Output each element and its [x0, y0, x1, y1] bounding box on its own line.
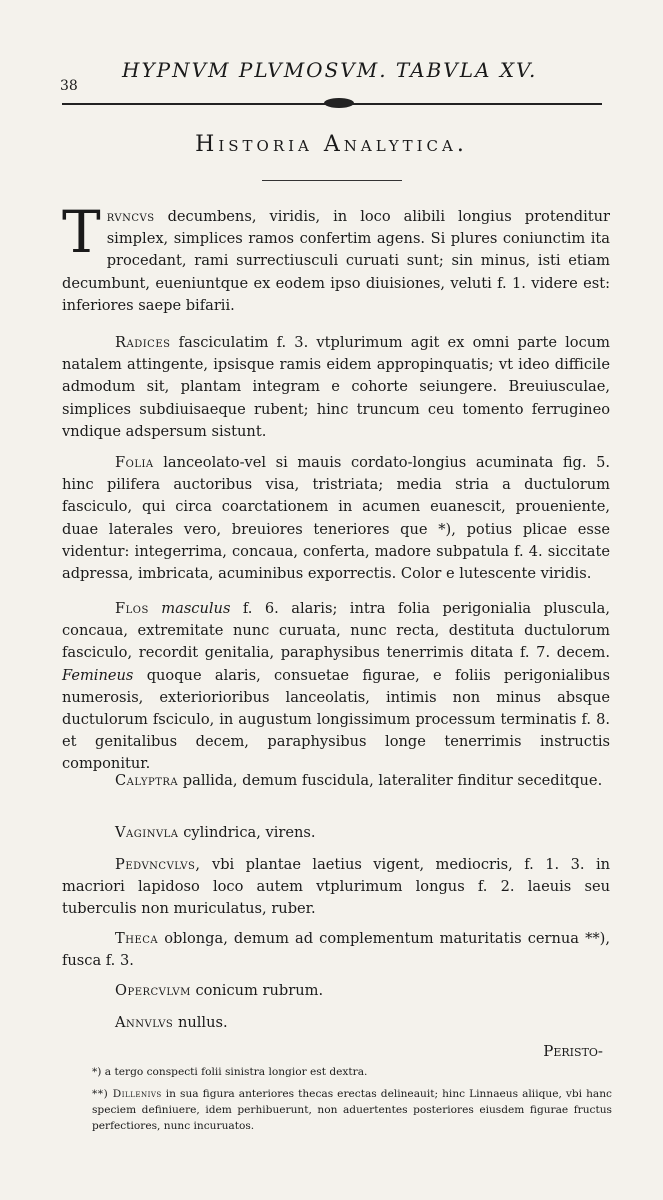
paragraph-text: conicum rubrum.: [195, 982, 324, 999]
footnote-text: in sua figura anteriores thecas erectas delineauit; hinc Linnaeus aliique, vbi hanc speciem definiuere, idem perhibuerunt, non aduertentes posteriores eiusdem figurae fructus perfectiores, nunc incuruatos.: [92, 1088, 612, 1132]
lead-word: Annvlvs: [115, 1014, 174, 1031]
footnote-lead: **) Dillenivs: [92, 1088, 162, 1100]
page-number: 38: [60, 78, 78, 94]
paragraph-vaginula: [62, 822, 610, 844]
page-header: [60, 56, 620, 94]
catchword: Peristo-: [543, 1042, 603, 1060]
lead-word: Pedvncvlvs,: [115, 856, 201, 873]
paragraph-text: nullus.: [177, 1014, 228, 1031]
italic-word: Femineus: [62, 666, 134, 684]
running-title: HYPNVM PLVMOSVM. TABVLA XV.: [122, 58, 538, 82]
drop-cap: T: [62, 198, 101, 266]
paragraph-text: f. 6. alaris; intra folia perigonialia pluscula, concaua, extremitate nunc curuata, nunc recta, destituta ductulorum fasciculo, recordit genitalia, paraphysibus tenerrimis ditata f. 7. decem.: [62, 600, 611, 662]
paragraph-text: cylindrica, virens.: [183, 824, 316, 841]
lead-word: Theca: [115, 930, 159, 947]
lead-word: Vaginvla: [115, 824, 179, 841]
paragraph-flos: [62, 598, 610, 776]
paragraph-text: oblonga, demum ad complementum maturitatis cernua **), fusca f. 3.: [62, 930, 610, 970]
paragraph-text: quoque alaris, consuetae figurae, e foliis perigonialibus numerosis, exteriorioribus lanceolatis, intimis non minus absque ductulorum fsciculo, in augustum longissimum processum terminatis f. 8. et genitalibus decem, paraphysibus longe tenerrimis instructis componitur.: [62, 666, 610, 773]
footnotes: [92, 1064, 612, 1134]
section-title: Historia Analytica.: [195, 132, 468, 157]
paragraph-annulus: [62, 1012, 610, 1034]
paragraph-theca: [62, 928, 610, 972]
title-rule: [262, 180, 402, 181]
lead-word: Calyptra: [115, 772, 179, 789]
paragraph-calyptra: [62, 770, 610, 792]
footnote-2: [92, 1086, 612, 1134]
ornamental-rule: [62, 98, 602, 110]
paragraph-radices: [62, 332, 610, 443]
lead-word: Folia: [115, 454, 154, 471]
paragraph-folia: [62, 452, 610, 585]
lead-word: rvncvs: [106, 208, 155, 225]
footnote-1: *) a tergo conspecti folii sinistra longior est dextra.: [92, 1066, 368, 1078]
paragraph-text: lanceolato-vel si mauis cordato-longius acuminata fig. 5. hinc pilifera auctoribus visa, tristriata; media stria a ductulorum fasciculo, qui circa coarctationem in acumen euanescit, prouenientе, duae laterales vero, breuiores teneriores que *), potius plicae esse videntur: integerrima, concaua, conferta, madore subpatula f. 4. siccitate adpressa, imbricata, acuminibus exporrectis. Color e lutescente viridis.: [62, 454, 611, 583]
paragraph-pedunculus: [62, 854, 610, 921]
paragraph-truncus: [62, 198, 610, 317]
rule-ornament: [324, 98, 354, 108]
paragraph-text: fasciculatim f. 3. vtplurimum agit ex omni parte locum natalem attingente, ipsisque ramis eidem appropinquatis; vt ideo difficile admodum sit, plantam integram e cohorte seiungere. Breuiusculae, simplices subdiuisaeque rubent; hinc truncum ceu tomento ferrugineo vndique adspersum sistunt.: [62, 334, 611, 440]
lead-word: Flos: [115, 600, 149, 617]
paragraph-text: pallida, demum fuscidula, lateraliter finditur seceditque.: [182, 772, 603, 789]
paragraph-text: decumbens, viridis, in loco alibili longius protenditur simplex, simplices ramos confertim agens. Si plures coniunctim ita procedant, rami surrectiusculi curuati sunt; sin minus, isti etiam decumbunt, eueniuntque ex eodem ipso diuisiones, veluti f. 1. videre est: inferiores saepe bifarii.: [62, 208, 610, 314]
paragraph-operculum: [62, 980, 610, 1002]
italic-word: masculus: [161, 600, 231, 617]
lead-word: Opercvlvm: [115, 982, 191, 999]
paragraph-text: vbi plantae laetius vigent, mediocris, f. 1. 3. in macriori lapidoso loco autem vtplurimum longus f. 2. laeuis seu tuberculis non muriculatus, ruber.: [62, 856, 611, 918]
lead-word: Radices: [115, 334, 171, 351]
